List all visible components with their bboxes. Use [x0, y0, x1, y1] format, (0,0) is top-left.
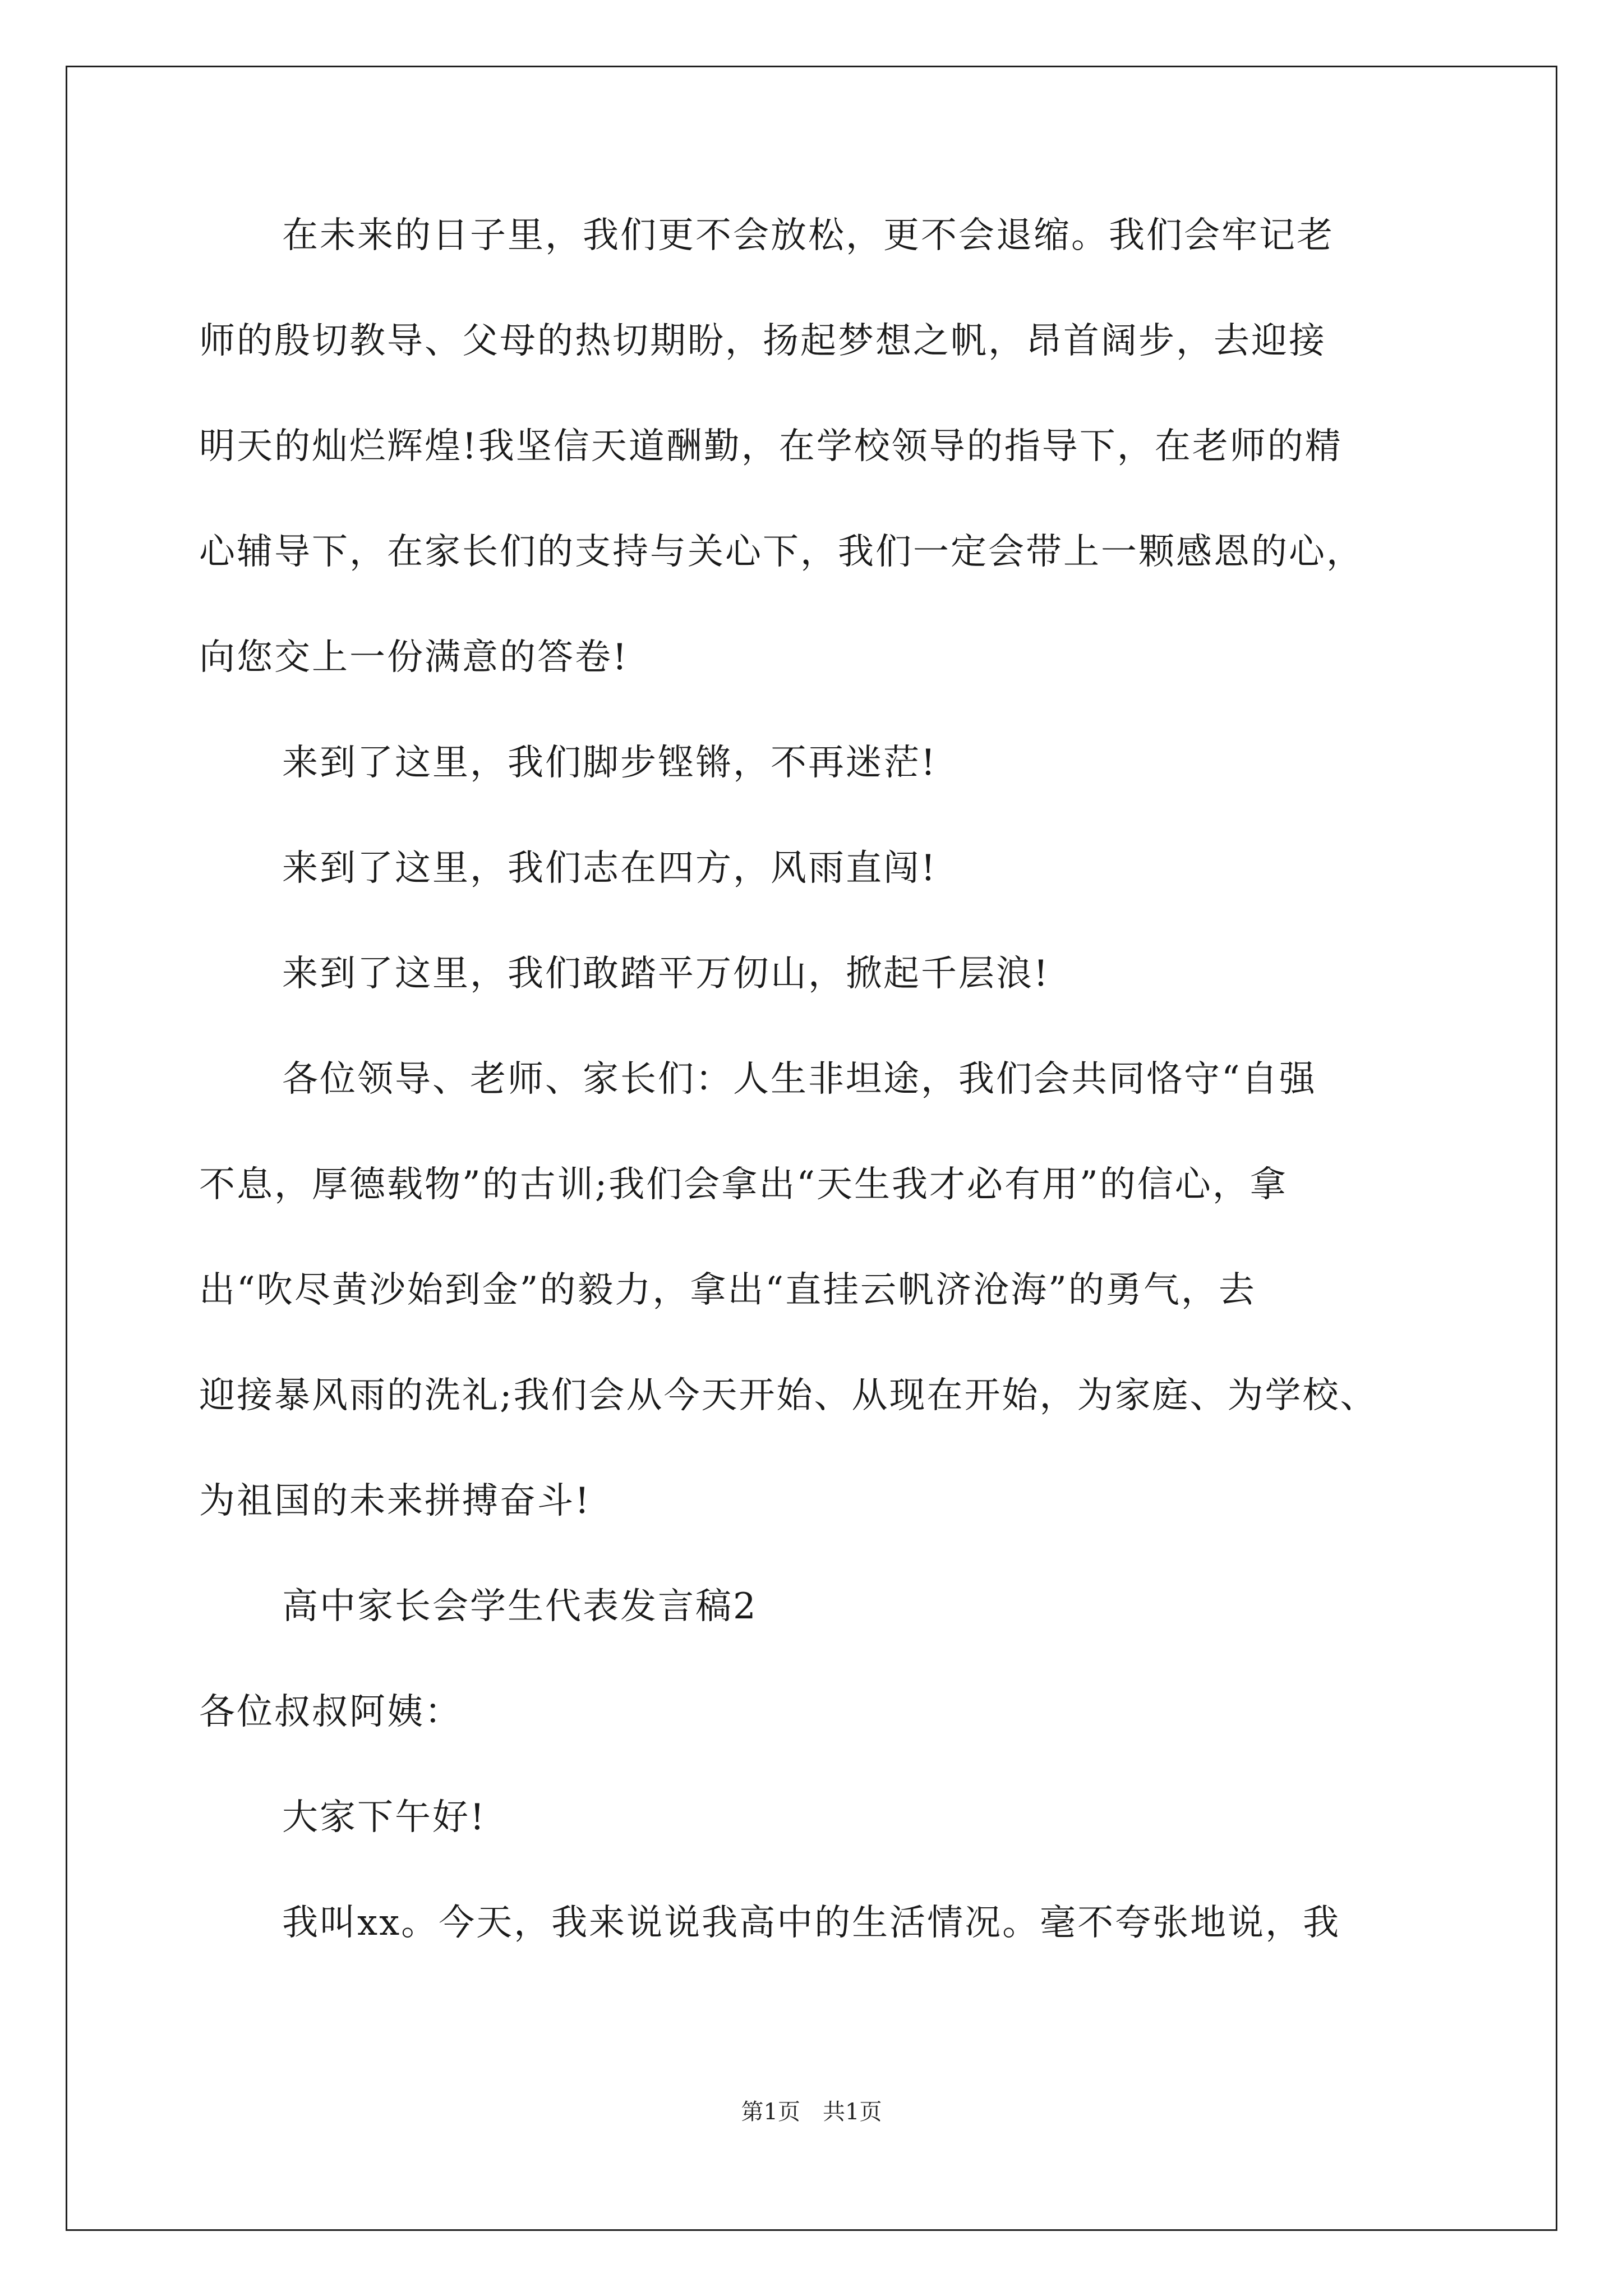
paragraph-line: 迎接暴风雨的洗礼;我们会从今天开始、从现在开始，为家庭、为学校、: [199, 1375, 1378, 1416]
paragraph-line: 为祖国的未来拼搏奋斗!: [199, 1480, 591, 1522]
paragraph-line: 师的殷切教导、父母的热切期盼，扬起梦想之帆，昂首阔步，去迎接: [199, 320, 1326, 362]
paragraph-line: 来到了这里，我们脚步铿锵，不再迷茫!: [282, 742, 937, 784]
page-footer: 第1页 共1页: [741, 2099, 882, 2125]
paragraph-line: 心辅导下，在家长们的支持与关心下，我们一定会带上一颗感恩的心，: [199, 531, 1364, 573]
section-heading: 高中家长会学生代表发言稿2: [282, 1586, 758, 1627]
paragraph-line: 来到了这里，我们敢踏平万仞山，掀起千层浪!: [282, 953, 1050, 995]
paragraph-line: 向您交上一份满意的答卷!: [199, 637, 629, 678]
paragraph-line: 我叫xx。今天，我来说说我高中的生活情况。毫不夸张地说，我: [282, 1902, 1341, 1944]
paragraph-line: 在未来的日子里，我们更不会放松，更不会退缩。我们会牢记老: [282, 215, 1334, 256]
paragraph-line: 明天的灿烂辉煌!我坚信天道酬勤，在学校领导的指导下，在老师的精: [199, 426, 1343, 467]
greeting: 大家下午好!: [282, 1797, 486, 1838]
paragraph-line: 出“吹尽黄沙始到金”的毅力，拿出“直挂云帆济沧海”的勇气，去: [199, 1269, 1256, 1311]
paragraph-line: 不息，厚德载物”的古训;我们会拿出“天生我才必有用”的信心，拿: [199, 1164, 1288, 1205]
paragraph-line: 来到了这里，我们志在四方，风雨直闯!: [282, 848, 937, 889]
salutation: 各位叔叔阿姨：: [199, 1691, 462, 1733]
paragraph-line: 各位领导、老师、家长们：人生非坦途，我们会共同恪守“自强: [282, 1059, 1317, 1100]
